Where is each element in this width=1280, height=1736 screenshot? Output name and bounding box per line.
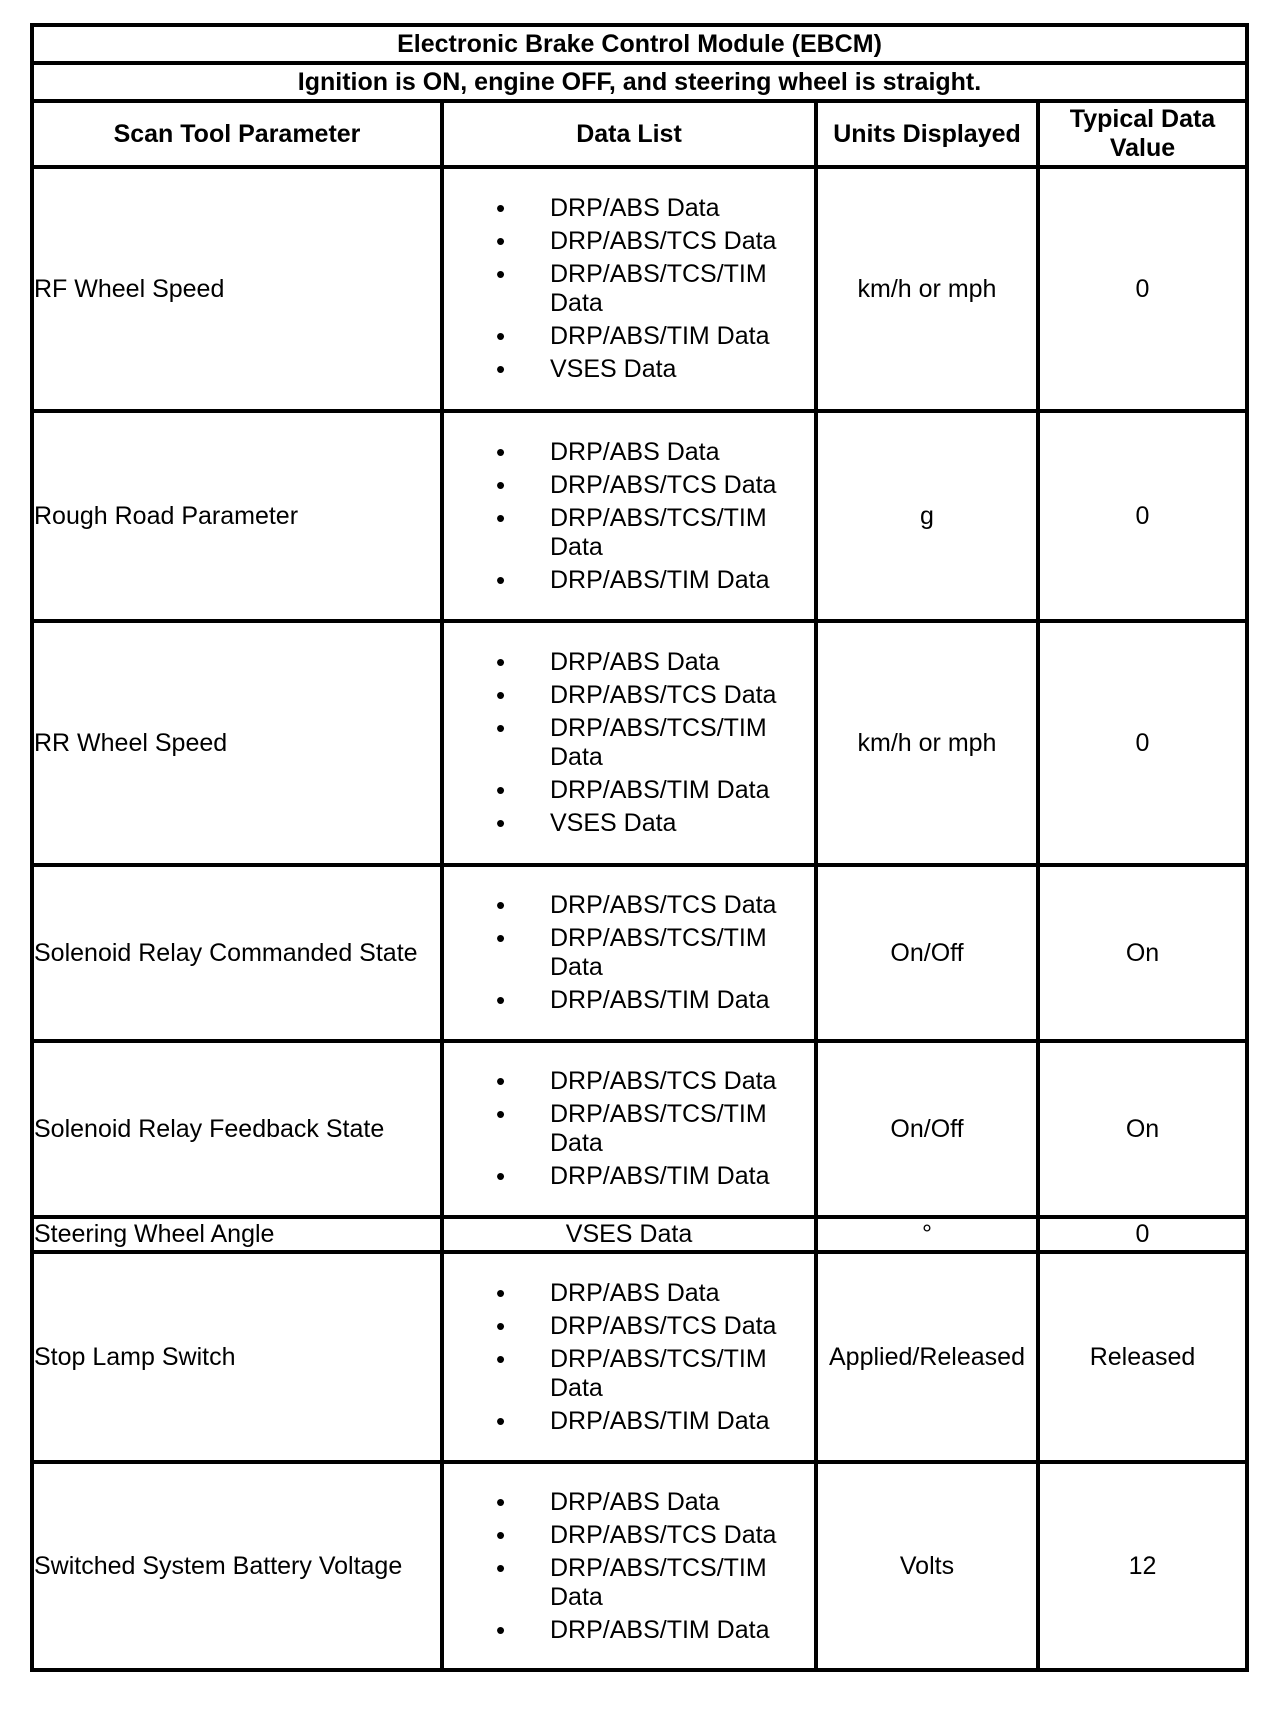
table-row [32,865,1247,1041]
table-row [32,1217,1247,1252]
data-list-cell [442,1462,816,1670]
typical-value: 12 [1038,1462,1247,1670]
list-item: • DRP/ABS/TCS/TIM Data [496,1554,814,1612]
typical-value: 0 [1038,167,1247,411]
list-item: • DRP/ABS/TIM Data [496,1162,814,1191]
table-row [32,1462,1247,1670]
list-item: • DRP/ABS/TIM Data [496,1616,814,1645]
data-list [444,1488,814,1645]
units-displayed: On/Off [816,1041,1038,1217]
parameter-name: Solenoid Relay Commanded State [32,865,442,1041]
list-item: • DRP/ABS/TCS Data [496,471,814,500]
table-title: Electronic Brake Control Module (EBCM) [32,25,1247,63]
data-list-text: VSES Data [442,1217,816,1252]
list-item: • DRP/ABS/TCS Data [496,681,814,710]
data-list-cell [442,621,816,865]
typical-value: On [1038,1041,1247,1217]
parameter-name: Stop Lamp Switch [32,1252,442,1462]
list-item: • DRP/ABS/TIM Data [496,776,814,805]
parameter-name: RR Wheel Speed [32,621,442,865]
units-displayed: km/h or mph [816,621,1038,865]
parameter-name: Steering Wheel Angle [32,1217,442,1252]
data-list-cell [442,1252,816,1462]
units-displayed: Applied/Released [816,1252,1038,1462]
list-item: • DRP/ABS/TIM Data [496,986,814,1015]
table-row [32,167,1247,411]
typical-value: On [1038,865,1247,1041]
table-row [32,621,1247,865]
units-displayed: On/Off [816,865,1038,1041]
data-list [444,438,814,595]
list-item: • DRP/ABS/TCS Data [496,227,814,256]
table-condition: Ignition is ON, engine OFF, and steering wheel is straight. [32,63,1247,101]
data-list-cell [442,1041,816,1217]
header-typical-data-value: Typical Data Value [1038,101,1247,167]
parameter-name: Rough Road Parameter [32,411,442,621]
list-item: • DRP/ABS/TCS/TIM Data [496,504,814,562]
units-displayed: Volts [816,1462,1038,1670]
list-item: • DRP/ABS/TCS/TIM Data [496,260,814,318]
ebcm-data-table [30,23,1249,1672]
list-item: • DRP/ABS/TCS Data [496,891,814,920]
list-item: • DRP/ABS/TCS Data [496,1067,814,1096]
data-list [444,648,814,838]
header-data-list: Data List [442,101,816,167]
list-item: • DRP/ABS Data [496,194,814,223]
list-item: • DRP/ABS/TCS/TIM Data [496,714,814,772]
data-list [444,1279,814,1436]
typical-value: Released [1038,1252,1247,1462]
header-scan-tool-parameter: Scan Tool Parameter [32,101,442,167]
list-item: • DRP/ABS/TIM Data [496,322,814,351]
parameter-name: RF Wheel Speed [32,167,442,411]
data-list-cell [442,167,816,411]
table-row [32,1041,1247,1217]
list-item: • DRP/ABS Data [496,438,814,467]
list-item: • VSES Data [496,355,814,384]
data-list [444,1067,814,1191]
table-row [32,1252,1247,1462]
list-item: • DRP/ABS/TIM Data [496,566,814,595]
typical-value: 0 [1038,411,1247,621]
data-list [444,194,814,384]
list-item: • DRP/ABS Data [496,1279,814,1308]
typical-value: 0 [1038,621,1247,865]
data-list [444,891,814,1015]
list-item: • DRP/ABS/TIM Data [496,1407,814,1436]
data-list-cell [442,865,816,1041]
parameter-name: Switched System Battery Voltage [32,1462,442,1670]
list-item: • DRP/ABS/TCS/TIM Data [496,1345,814,1403]
header-units-displayed: Units Displayed [816,101,1038,167]
list-item: • VSES Data [496,809,814,838]
parameter-name: Solenoid Relay Feedback State [32,1041,442,1217]
data-list-cell [442,411,816,621]
list-item: • DRP/ABS Data [496,648,814,677]
units-displayed: km/h or mph [816,167,1038,411]
typical-value: 0 [1038,1217,1247,1252]
list-item: • DRP/ABS/TCS Data [496,1521,814,1550]
header-row [32,101,1247,167]
table-row [32,411,1247,621]
units-displayed: g [816,411,1038,621]
list-item: • DRP/ABS Data [496,1488,814,1517]
units-displayed: ° [816,1217,1038,1252]
list-item: • DRP/ABS/TCS/TIM Data [496,924,814,982]
list-item: • DRP/ABS/TCS/TIM Data [496,1100,814,1158]
list-item: • DRP/ABS/TCS Data [496,1312,814,1341]
